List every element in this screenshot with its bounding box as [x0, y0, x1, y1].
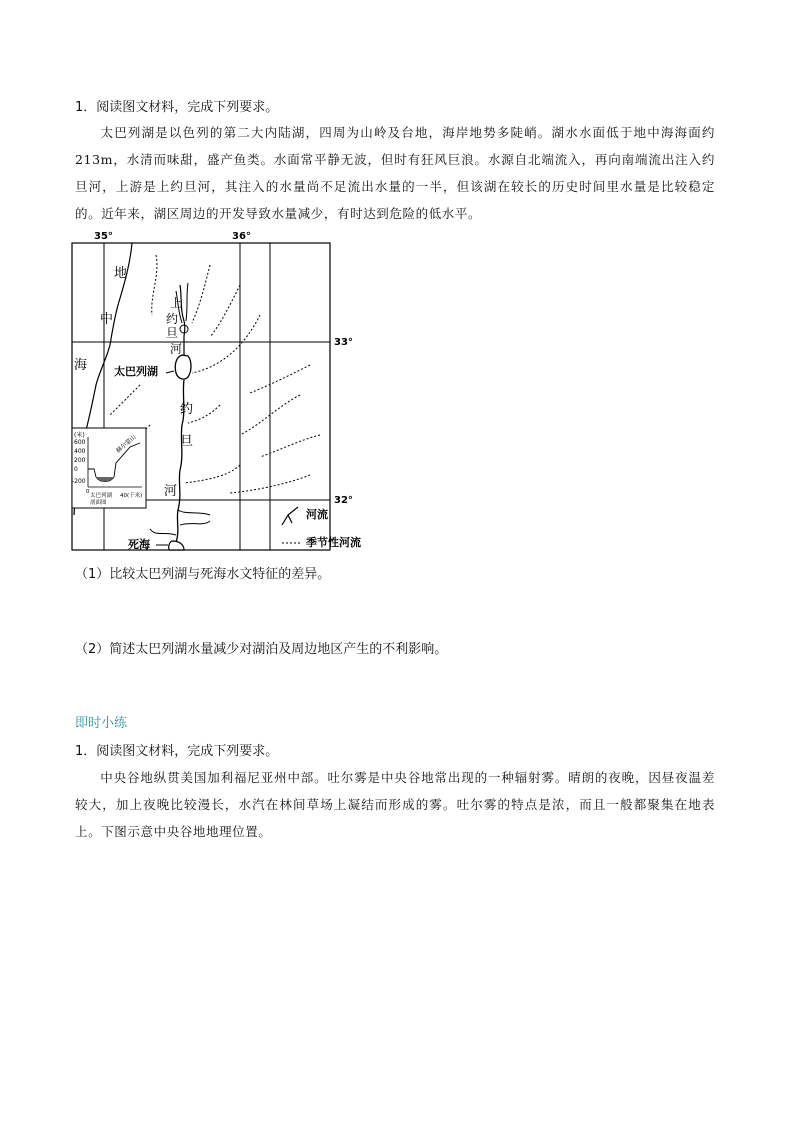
lat-label-33: 33°	[334, 337, 353, 348]
question-1-material	[75, 119, 715, 227]
legend-river-symbol	[282, 507, 298, 525]
question-2-paragraph: 中央谷地纵贯美国加利福尼亚州中部。吐尔雾是中央谷地常出现的一种辐射雾。晴朗的夜晚，因昼夜温差较大，加上夜晚比较漫长，水汽在林间草场上凝结而形成的雾。吐尔雾的特点是浓，而且一般都聚集在地表上。下图示意中央谷地地理位置。	[75, 770, 715, 839]
dead-sea	[169, 541, 184, 550]
inset-x-end: 40(千米)	[120, 493, 143, 499]
inset-unit: (米)	[74, 432, 85, 439]
legend-seasonal-label: 季节性河流	[306, 536, 361, 549]
inset-x-start: 0	[86, 489, 90, 495]
inset-tick-400: 400	[74, 448, 86, 455]
lon-label-36: 36°	[232, 231, 251, 242]
section-title: 即时小练	[75, 716, 128, 731]
jordan-label-3: 河	[164, 484, 178, 499]
upper-jordan-tributary-1	[186, 283, 188, 321]
upper-jordan-river	[180, 285, 185, 337]
question-2-title: 1．阅读图文材料，完成下列要求。	[75, 744, 279, 759]
question-1-paragraph: 太巴列湖是以色列的第二大内陆湖，四周为山岭及台地，海岸地势多陡峭。湖水水面低于地中海海面约213m，水清而味甜，盛产鱼类。水面常平静无波，但时有狂风巨浪。水源自北端流入，再向南端流出注入约旦河，上游是上约旦河，其注入的水量尚不足流出水量的一半，但该湖在较长的历史时间里水量是比较稳定的。近年来，湖区周边的开发导致水量减少，有时达到危险的低水平。	[75, 125, 715, 221]
jordan-label-1: 约	[180, 402, 194, 417]
inset-caption-2: 剖面图	[90, 500, 107, 506]
lake-label: 太巴列湖	[114, 365, 158, 378]
tributary-west-1	[150, 529, 176, 535]
inset-tick-200: 200	[74, 457, 86, 464]
legend-river-label: 河流	[306, 508, 328, 521]
upper-river-label-2: 约	[166, 312, 179, 326]
lake-tiberias	[175, 355, 191, 379]
question-2-material	[75, 764, 715, 845]
question-1-sub-2: （2）简述太巴列湖水量减少对湖泊及周边地区产生的不利影响。	[75, 642, 448, 657]
sea-label-di: 地	[114, 266, 128, 281]
inset-caption-1: 太巴列湖	[90, 493, 113, 499]
inset-peak-label: 赫尔蒙山	[114, 433, 138, 455]
tributary-east-1	[178, 510, 210, 515]
inset-tick-neg200: -200	[72, 478, 86, 485]
lat-label-32: 32°	[334, 495, 353, 506]
upper-river-label-1: 上	[170, 296, 183, 310]
upper-river-label-4: 河	[170, 342, 183, 356]
sea-label-hai: 海	[74, 358, 88, 373]
upper-river-label-3: 旦	[166, 326, 179, 340]
lake-label-arrow	[166, 371, 174, 373]
inset-tick-0: 0	[74, 466, 78, 473]
inset-tick-600: 600	[74, 439, 86, 446]
question-1-title: 1．阅读图文材料，完成下列要求。	[75, 100, 279, 115]
sea-label-zhong: 中	[100, 312, 114, 327]
lon-label-35: 35°	[94, 231, 113, 242]
tributary-east-2	[180, 521, 210, 525]
question-1-sub-1: （1）比较太巴列湖与死海水文特征的差异。	[75, 567, 331, 582]
lake-tiberias-map	[60, 225, 400, 555]
dead-sea-label: 死海	[128, 538, 150, 551]
jordan-label-2: 旦	[180, 434, 194, 449]
